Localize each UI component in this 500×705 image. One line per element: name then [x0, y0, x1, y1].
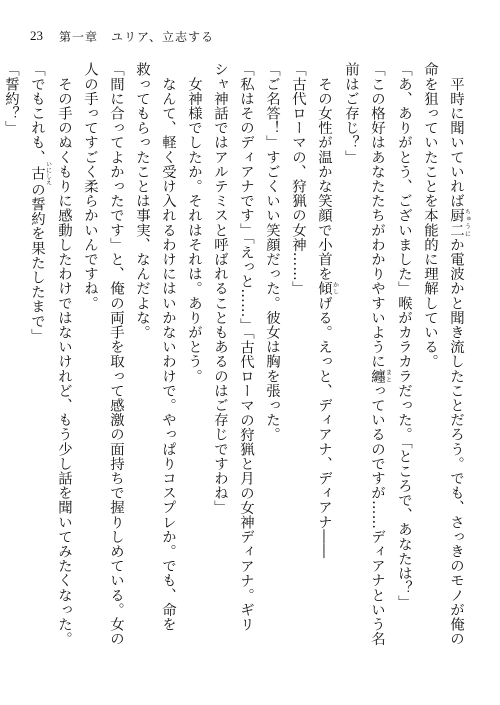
text-line [181, 62, 207, 662]
text-run: 「誓約？」 [3, 62, 19, 135]
ruby-base: 傾 [316, 281, 332, 296]
text-run: 「私はそのディアナです」「えっと……」「古代ローマの狩猟と月の女神ディアナ。ギリ [238, 62, 254, 632]
text-run: 「あ、ありがとう、ございました」喉がカラカラだった。「ところで、あなたは？」 [396, 62, 412, 610]
text-run: 命を狙っていたことを本能的に理解している。 [422, 62, 438, 369]
text-run: げる。えっと、ディアナ、ディアナ―― [316, 295, 332, 559]
text-run: 「古代ローマの、狩猟の女神……」 [290, 62, 306, 296]
text-line [443, 62, 470, 662]
text-line [0, 62, 24, 662]
text-line [77, 62, 103, 662]
text-line [103, 62, 129, 662]
text-run: 人の手ってすごく柔らかいんですね。 [82, 62, 98, 311]
text-run: か電波かと聞き流したことだろう。でも、さっきのモノが俺の [448, 237, 464, 647]
ruby-reading: いにしえ [44, 161, 52, 186]
page-header [30, 26, 470, 46]
page-number: 23 [30, 28, 43, 43]
text-line [391, 62, 417, 662]
text-run: 「ご名答！」すごくいい笑顔だった。彼女は胸を張った。 [264, 62, 280, 442]
ruby-reading: ちゅうに [463, 208, 471, 238]
text-line [129, 62, 155, 662]
text-line [285, 62, 311, 662]
text-line [233, 62, 259, 662]
text-run: 平時に聞いていれば [448, 62, 464, 208]
text-run: の誓約を果たしたまで」 [29, 182, 45, 343]
text-run: 前はご存じ？」 [343, 62, 359, 165]
ruby-annotation [448, 208, 471, 238]
ruby-base: 厨二 [448, 208, 464, 238]
text-line [207, 62, 233, 662]
ruby-annotation [369, 368, 392, 384]
text-run: 救ってもらったことは事実、なんだよな。 [134, 62, 150, 340]
text-line [311, 62, 338, 662]
text-line [364, 62, 391, 662]
text-run: 女神様でしたか。それはそれは。ありがとう。 [186, 62, 202, 384]
text-line [24, 62, 51, 662]
text-run: っているのですが……ディアナという名 [369, 383, 385, 646]
ruby-annotation [29, 161, 52, 186]
text-run: その手のぬくもりに感動したわけではないけれど、もう少し話を聞いてみたくなった。 [56, 62, 72, 646]
text-line [417, 62, 443, 662]
ruby-base: 古 [29, 161, 45, 186]
text-run: 「でもこれも、 [29, 62, 45, 165]
text-run: シャ神話ではアルテミスと呼ばれることもあるのはご存じですわね」 [212, 62, 228, 515]
text-line [259, 62, 285, 662]
text-run: 「間に合ってよかったです」と、俺の両手を取って感激の面持ちで握りしめている。女の [108, 62, 124, 646]
ruby-reading: かし [331, 281, 339, 296]
ruby-reading: まと [384, 368, 392, 384]
text-line [155, 62, 181, 662]
ruby-annotation [316, 281, 339, 296]
text-line [51, 62, 77, 662]
text-run: なんて、軽く受け入れるわけにはいかないわけで。やっぱりコスプレか。でも、命を [160, 62, 176, 632]
text-run: 「この格好はあなたたちがわかりやすいように [369, 62, 385, 369]
text-run: その女性が温かな笑顔で小首を [316, 62, 332, 281]
chapter-title: 第一章 ユリア、立志する [59, 29, 215, 44]
ruby-base: 纏 [369, 368, 385, 384]
text-line [338, 62, 364, 662]
vertical-body-text [3, 62, 471, 662]
